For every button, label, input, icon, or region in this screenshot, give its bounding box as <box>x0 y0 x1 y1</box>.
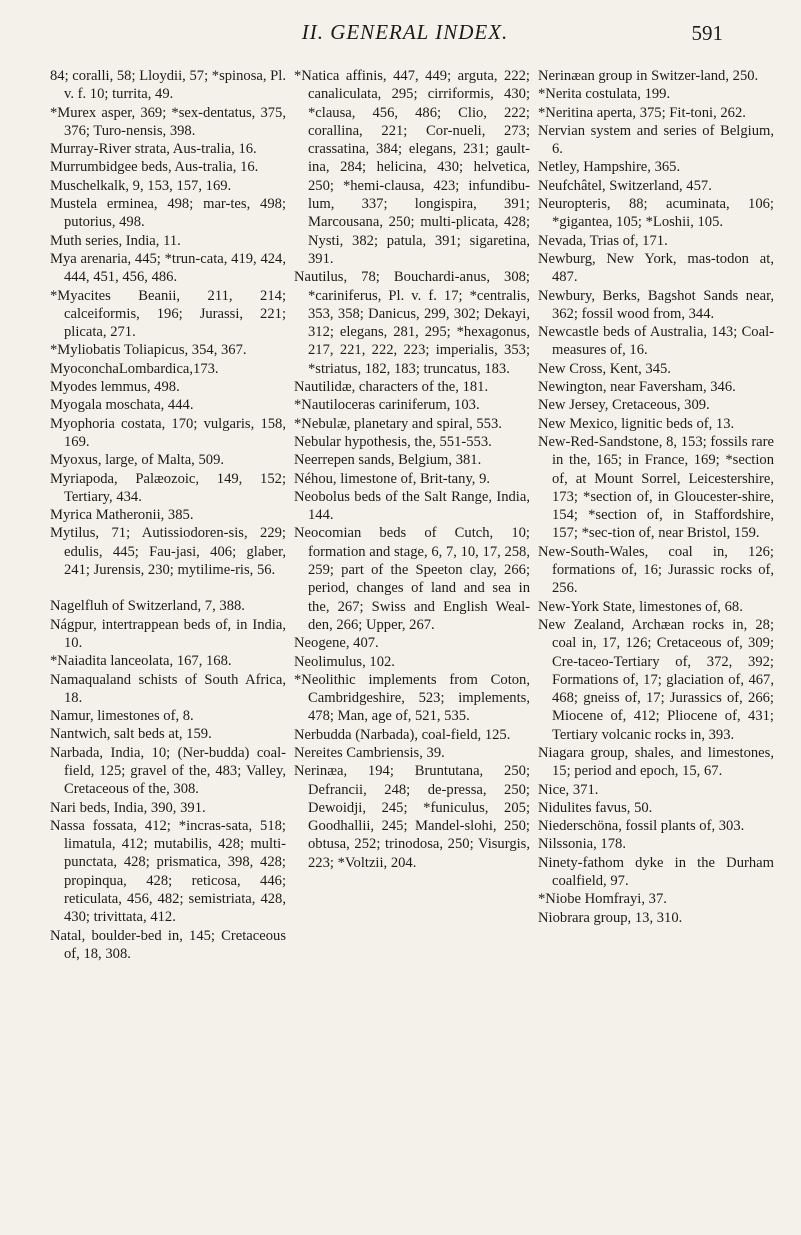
index-entry: New-South-Wales, coal in, 126; formations of, 16; Jurassic rocks of, 256. <box>538 543 774 597</box>
index-columns <box>50 67 772 1227</box>
index-entry: Niagara group, shales, and limestones, 15; period and epoch, 15, 67. <box>538 744 774 780</box>
index-entry: Niobrara group, 13, 310. <box>538 909 683 926</box>
index-entry: New Mexico, lignitic beds of, 13. <box>538 415 735 432</box>
index-entry: Neogene, 407. <box>294 635 379 652</box>
index-entry: Newington, near Faversham, 346. <box>538 379 736 396</box>
index-entry: *Neolithic implements from Coton, Cambridgeshire, 523; implements, 478; Man, age of, 521, 535. <box>294 671 530 725</box>
index-entry: Myrica Matheronii, 385. <box>50 507 194 524</box>
index-entry: *Nerita costulata, 199. <box>538 86 671 103</box>
index-column-right <box>538 67 774 927</box>
index-entry: Neerrepen sands, Belgium, 381. <box>294 452 482 469</box>
index-entry: Myoxus, large, of Malta, 509. <box>50 452 225 469</box>
index-entry: Nerbudda (Narbada), coal-field, 125. <box>294 726 511 743</box>
index-entry: *Myacites Beanii, 211, 214; calceiformis, 196; Jurassi, 221; plicata, 271. <box>50 287 286 341</box>
index-entry: Nilssonia, 178. <box>538 836 626 853</box>
index-entry: New-Red-Sandstone, 8, 153; fossils rare in the, 165; in France, 169; *section of, at Mount Sorrel, Leicestershire, 173; *section of, in Gloucester-shire, 154; *section of, in Staffordshire, 157; *sec-tion of, near Bristol, 159. <box>538 433 774 542</box>
index-entry: Myodes lemmus, 498. <box>50 379 180 396</box>
index-entry: Neocomian beds of Cutch, 10; formation and stage, 6, 7, 10, 17, 258, 259; part of the Speeton clay, 266; period, changes of land and sea in the, 267; Swiss and English Weal-den, 266; Upper, 267. <box>294 525 530 633</box>
index-entry: *Nebulæ, planetary and spiral, 553. <box>294 415 502 432</box>
index-entry: Nautilidæ, characters of the, 181. <box>294 379 489 396</box>
page-number: 591 <box>691 21 723 45</box>
index-entry: Niederschöna, fossil plants of, 303. <box>538 818 745 835</box>
index-entry: Neufchâtel, Switzerland, 457. <box>538 177 712 194</box>
index-entry: Nereites Cambriensis, 39. <box>294 744 445 761</box>
index-entry: New-York State, limestones of, 68. <box>538 598 743 615</box>
index-entry: Myogala moschata, 444. <box>50 397 194 414</box>
index-entry: 84; coralli, 58; Lloydii, 57; *spinosa, Pl. v. f. 10; turrita, 49. <box>50 68 286 103</box>
index-entry: Mytilus, 71; Autissiodoren-sis, 229; edulis, 445; Fau-jasi, 406; glaber, 241; Jurensis, 230; mytilime-ris, 56. <box>50 525 286 579</box>
index-entry: Murray-River strata, Aus-tralia, 16. <box>50 141 257 158</box>
index-column-middle <box>294 67 530 872</box>
index-entry: Neuropteris, 88; acuminata, 106; *gigantea, 105; *Loshii, 105. <box>538 196 774 231</box>
index-entry: Neobolus beds of the Salt Range, India, 144. <box>294 488 530 524</box>
index-entry: Nice, 371. <box>538 781 599 798</box>
index-entry: Nervian system and series of Belgium, 6. <box>538 122 774 158</box>
index-entry: *Myliobatis Toliapicus, 354, 367. <box>50 342 247 359</box>
page-header <box>0 16 801 56</box>
index-entry: Nerinæan group in Switzer-land, 250. <box>538 68 759 84</box>
index-entry: Nari beds, India, 390, 391. <box>50 799 206 816</box>
index-entry: Néhou, limestone of, Brit-tany, 9. <box>294 470 491 487</box>
index-entry: Murrumbidgee beds, Aus-tralia, 16. <box>50 159 259 176</box>
index-entry: Nágpur, intertrappean beds of, in India, 10. <box>50 616 286 651</box>
index-entry: Neolimulus, 102. <box>294 653 395 670</box>
index-entry: *Nautiloceras cariniferum, 103. <box>294 397 480 414</box>
index-entry: Namur, limestones of, 8. <box>50 708 194 725</box>
index-entry: Muth series, India, 11. <box>50 232 181 249</box>
index-entry: Myriapoda, Palæozoic, 149, 152; Tertiary, 434. <box>50 470 286 505</box>
index-entry: *Natica affinis, 447, 449; arguta, 222; canaliculata, 295; cirriformis, 430; *clausa, 456, 486; Clio, 222; corallina, 221; Cor-nueli, 273; crassatina, 384; elegans, 231; gault-ina, 284; helicina, 430; helvetica, 250; *hemi-clausa, 423; infundibu-lum, 337; longispira, 391; Marcousana, 250; multi-plicata, 428; Nysti, 382; patula, 391; sigaretina, 391. <box>294 68 530 267</box>
index-entry: MyoconchaLombardica,173. <box>50 360 219 377</box>
index-entry: *Neritina aperta, 375; Fit-toni, 262. <box>538 104 746 121</box>
index-entry: *Naiadita lanceolata, 167, 168. <box>50 653 232 670</box>
index-entry: New Cross, Kent, 345. <box>538 360 671 377</box>
index-entry: Ninety-fathom dyke in the Durham coalfield, 97. <box>538 854 774 890</box>
index-entry: Nagelfluh of Switzerland, 7, 388. <box>50 598 245 615</box>
index-entry: Natal, boulder-bed in, 145; Cretaceous of, 18, 308. <box>50 927 286 962</box>
index-entry: Newburg, New York, mas-todon at, 487. <box>538 250 774 286</box>
index-entry: Muschelkalk, 9, 153, 157, 169. <box>50 177 232 194</box>
index-entry: Nevada, Trias of, 171. <box>538 232 668 249</box>
index-entry: Namaqualand schists of South Africa, 18. <box>50 671 286 706</box>
index-entry: Myophoria costata, 170; vulgaris, 158, 169. <box>50 415 286 450</box>
index-entry: Nebular hypothesis, the, 551-553. <box>294 433 492 450</box>
index-entry: *Murex asper, 369; *sex-dentatus, 375, 376; Turo-nensis, 398. <box>50 104 286 139</box>
running-title: II. GENERAL INDEX. <box>301 20 509 44</box>
index-entry: New Zealand, Archæan rocks in, 28; coal in, 17, 126; Cretaceous of, 309; Cre-taceo-Tertiary of, 372, 392; Formations of, 17; glaciation of, 467, 468; gneiss of, 17; Jurassics of, 266; Miocene of, 412; Pliocene of, 431; Tertiary volcanic rocks in, 393. <box>538 616 774 743</box>
index-entry: Mustela erminea, 498; mar-tes, 498; putorius, 498. <box>50 196 286 231</box>
index-entry: Mya arenaria, 445; *trun-cata, 419, 424, 444, 451, 456, 486. <box>50 250 286 286</box>
index-entry: Nassa fossata, 412; *incras-sata, 518; limatula, 412; mutabilis, 428; multi-punctata, 428; prismatica, 398, 428; propinqua, 428; reticosa, 446; reticulata, 456, 482; semistriata, 428, 430; trivittata, 412. <box>50 817 286 926</box>
index-column-left <box>50 67 286 963</box>
index-entry: Newcastle beds of Australia, 143; Coal-measures of, 16. <box>538 324 774 359</box>
index-entry: Newbury, Berks, Bagshot Sands near, 362; fossil wood from, 344. <box>538 287 774 322</box>
index-entry: New Jersey, Cretaceous, 309. <box>538 397 710 414</box>
index-entry: Nantwich, salt beds at, 159. <box>50 726 212 743</box>
index-entry: Narbada, India, 10; (Ner-budda) coal-field, 125; gravel of the, 483; Valley, Cretaceous of the, 308. <box>50 744 286 798</box>
index-entry: Netley, Hampshire, 365. <box>538 159 681 176</box>
index-entry: Nidulites favus, 50. <box>538 799 653 816</box>
index-entry: Nautilus, 78; Bouchardi-anus, 308; *cariniferus, Pl. v. f. 17; *centralis, 353, 358; Danicus, 299, 302; Dekayi, 312; elegans, 281, 295; *hexagonus, 217, 221, 222, 223; imperialis, 353; *striatus, 182, 183; truncatus, 183. <box>294 269 530 377</box>
index-entry: Nerinæa, 194; Bruntutana, 250; Defrancii, 248; de-pressa, 250; Dewoidji, 245; *funiculus, 205; Goodhallii, 245; Mandel-slohi, 250; obtusa, 252; trinodosa, 250; Visurgis, 223; *Voltzii, 204. <box>294 763 530 871</box>
index-entry: *Niobe Homfrayi, 37. <box>538 891 667 908</box>
